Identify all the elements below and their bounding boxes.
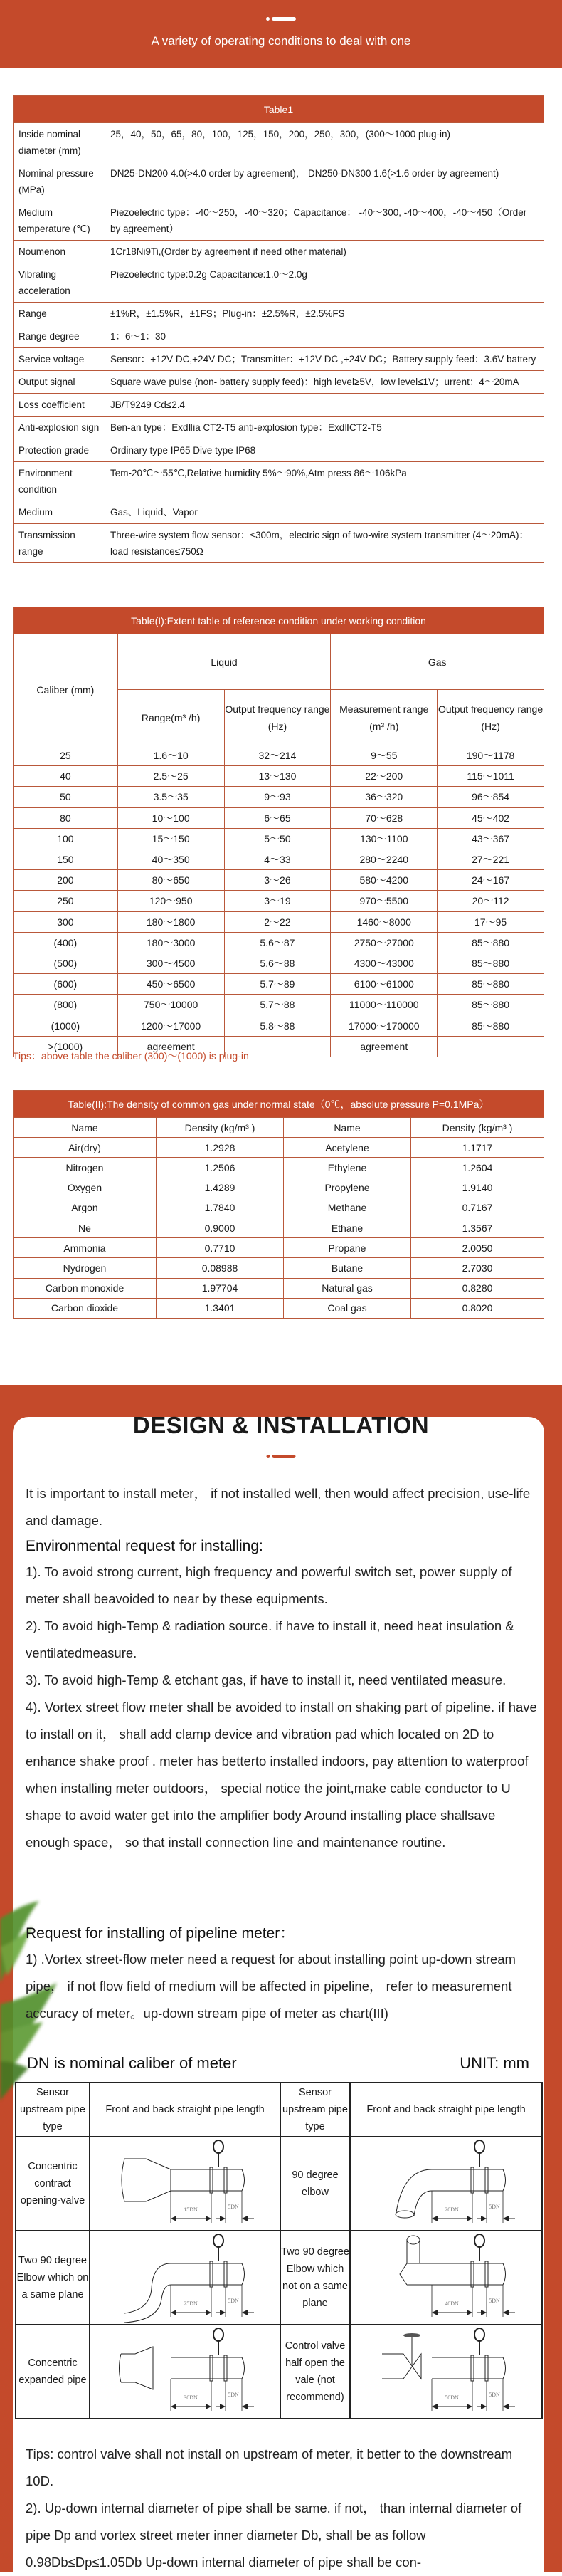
table-cell: agreement (331, 1036, 438, 1057)
table-cell: Oxygen (14, 1178, 157, 1198)
table-cell: 32～214 (224, 745, 331, 766)
table-row (14, 911, 544, 932)
table-cell: 280～2240 (331, 849, 438, 869)
table-cell: 5.6～87 (224, 932, 331, 953)
table-cell: 150 (14, 849, 118, 869)
table-cell: 120～950 (117, 891, 224, 911)
svg-text:5DN: 5DN (489, 2392, 500, 2398)
table-cell: 40～350 (117, 849, 224, 869)
table-cell: 15～150 (117, 828, 224, 849)
table-cell: Propane (284, 1238, 411, 1258)
table-cell: 10～100 (117, 807, 224, 828)
table-cell: 1.4289 (157, 1178, 284, 1198)
table-row (14, 1278, 544, 1298)
spec-label: Transmission range (14, 524, 105, 563)
table-cell: Nitrogen (14, 1158, 157, 1178)
table-row (14, 417, 544, 439)
table-cell: 970～5500 (331, 891, 438, 911)
table-cell (438, 1036, 544, 1057)
pipe-heading: Request for installing of pipeline meter： (26, 1925, 295, 1942)
col-header-caliber: Caliber (mm) (14, 634, 118, 745)
table-cell: 5.7～89 (224, 974, 331, 995)
table-cell: 0.08988 (157, 1258, 284, 1278)
table-cell: 1200～17000 (117, 1015, 224, 1036)
table-cell: 43～367 (438, 828, 544, 849)
table-cell: 1.3401 (157, 1298, 284, 1318)
table-row (14, 953, 544, 973)
table-cell: 27～221 (438, 849, 544, 869)
spec-label: Nominal pressure (MPa) (14, 162, 105, 201)
table-cell: Nydrogen (14, 1258, 157, 1278)
table-cell: Ne (14, 1218, 157, 1237)
table-row (14, 1298, 544, 1318)
svg-text:5DN: 5DN (228, 2392, 239, 2398)
table-caption: Table1 (14, 96, 544, 123)
table-cell: 11000～110000 (331, 995, 438, 1015)
table-cell: Carbon monoxide (14, 1278, 157, 1298)
pipeline-section (26, 1922, 538, 2027)
spec-label: Noumenon (14, 241, 105, 263)
table-cell: 20～112 (438, 891, 544, 911)
table-cell: 1460～8000 (331, 911, 438, 932)
table-row (14, 766, 544, 787)
table-cell: 2.7030 (411, 1258, 544, 1278)
pipe-type-label: Control valve half open the vale (not recommend) (280, 2325, 350, 2419)
table-row (14, 787, 544, 807)
table-caption: Table(I):Extent table of reference condition under working condition (14, 607, 544, 634)
table-cell: 5.7～88 (224, 995, 331, 1015)
table-row (14, 1198, 544, 1218)
table-row (14, 325, 544, 348)
pipe-diagram-icon (364, 2231, 528, 2324)
diameter-item: 2). Up-down internal diameter of pipe shall be same. if not， than internal diameter of pipe Dp and vortex street meter inner diameter Db, shall be as follow 0.98Db≤Dp≤1.05Db Up-down internal diameter of pipe shall be con- (26, 2501, 522, 2570)
env-item: 2). To avoid high-Temp & radiation source. if have to install it, need heat insulation & ventilatedmeasure. (26, 1618, 514, 1660)
table-cell: 190～1178 (438, 745, 544, 766)
svg-text:50DN: 50DN (445, 2394, 459, 2401)
env-heading: Environmental request for installing: (26, 1538, 263, 1554)
table-cell: 85～880 (438, 932, 544, 953)
pipe-diagram-cell (90, 2325, 280, 2419)
table-row (14, 807, 544, 828)
pipe-item: 1) .Vortex street-flow meter need a request for about installing point up-down stream pipe， if not flow field of medium will be affected in pipeline， refer to measurement accuracy of meter。up-down stream pipe of meter as chart(III) (26, 1952, 516, 2021)
svg-text:40DN: 40DN (445, 2300, 459, 2307)
table-cell: 250 (14, 891, 118, 911)
table-row (16, 2137, 542, 2231)
table-cell: 36～320 (331, 787, 438, 807)
spec-label: Environment condition (14, 462, 105, 501)
env-item: 3). To avoid high-Temp & etchant gas, if have to install it, need ventilated measure. (26, 1672, 507, 1687)
intro-paragraph: It is important to install meter， if not installed well, then would affect precision, use-life and damage. (26, 1486, 531, 1528)
hero-title: A variety of operating conditions to deal with one (151, 34, 411, 48)
spec-value: Square wave pulse (non- battery supply feed)：high level≥5V，low level≤1V；urrent：4～20mA (105, 371, 544, 394)
environment-section (26, 1480, 538, 1856)
table-cell: Ammonia (14, 1238, 157, 1258)
spec-label: Protection grade (14, 439, 105, 462)
table-row (14, 123, 544, 162)
table-cell: (600) (14, 974, 118, 995)
table-cell: 9～55 (331, 745, 438, 766)
table-cell: Ethylene (284, 1158, 411, 1178)
table-row (14, 162, 544, 201)
spec-value: Tem-20℃～55℃,Relative humidity 5%～90%,Atm press 86～106kPa (105, 462, 544, 501)
table-cell: 1.7840 (157, 1198, 284, 1218)
table-cell: Carbon dioxide (14, 1298, 157, 1318)
col-header: Sensor upstream pipe type (280, 2083, 350, 2137)
table-row (14, 263, 544, 303)
pipe-diagram-cell (350, 2231, 542, 2325)
table-row (14, 1258, 544, 1278)
design-title: DESIGN & INSTALLATION (132, 1412, 430, 1438)
col-header-liquid: Liquid (117, 634, 331, 690)
col-header: Density (kg/m³ ) (411, 1118, 544, 1138)
table-caption: Table(II):The density of common gas under normal state（0℃，absolute pressure P=0.1MPa） (14, 1091, 544, 1118)
table-cell: 80～650 (117, 870, 224, 891)
table-row (14, 1218, 544, 1237)
table-cell: 4～33 (224, 849, 331, 869)
table-cell: 130～1100 (331, 828, 438, 849)
spec-label: Service voltage (14, 348, 105, 371)
table-cell: Coal gas (284, 1298, 411, 1318)
table-row (14, 303, 544, 325)
table-cell: 85～880 (438, 974, 544, 995)
table-row (14, 974, 544, 995)
col-header: Density (kg/m³ ) (157, 1118, 284, 1138)
spec-value: 1Cr18Ni9Ti,(Order by agreement if need other material) (105, 241, 544, 263)
spec-value: Gas、Liquid、Vapor (105, 501, 544, 524)
pipe-type-label: Concentric contract opening-valve (16, 2137, 90, 2231)
table-cell: 750～10000 (117, 995, 224, 1015)
table-cell: Air(dry) (14, 1138, 157, 1158)
plug-in-tip: Tips：above table the caliber (300)～(1000) is plug-in (13, 1050, 249, 1062)
table-cell: 3.5～35 (117, 787, 224, 807)
spec-value: Sensor：+12V DC,+24V DC；Transmitter：+12V DC ,+24V DC；Battery supply feed：3.6V battery (105, 348, 544, 371)
col-header: Name (284, 1118, 411, 1138)
spec-label: Range (14, 303, 105, 325)
pipe-diagram-cell (350, 2137, 542, 2231)
table-cell: 6100～61000 (331, 974, 438, 995)
decorative-divider-icon (266, 17, 296, 21)
svg-text:5DN: 5DN (489, 2204, 500, 2210)
table-cell: 100 (14, 828, 118, 849)
table-row (14, 394, 544, 417)
table-row (14, 1015, 544, 1036)
spec-value: ±1%R，±1.5%R，±1FS；Plug-in：±2.5%R，±2.5%FS (105, 303, 544, 325)
tips-section (26, 2441, 538, 2576)
table-cell: Propylene (284, 1178, 411, 1198)
table-cell: 0.7710 (157, 1238, 284, 1258)
spec-label: Output signal (14, 371, 105, 394)
spec-value: Ben-an type：ExdⅡia CT2-T5 anti-explosion type：ExdⅡCT2-T5 (105, 417, 544, 439)
col-header: Name (14, 1118, 157, 1138)
spec-label: Vibrating acceleration (14, 263, 105, 303)
table-cell: 17000～170000 (331, 1015, 438, 1036)
pipe-diagram-icon (364, 2137, 528, 2230)
table-cell: 1.6～10 (117, 745, 224, 766)
table-row (14, 1238, 544, 1258)
table-cell: 9～93 (224, 787, 331, 807)
pipe-diagram-cell (350, 2325, 542, 2419)
table-row (14, 439, 544, 462)
table-cell: 22～200 (331, 766, 438, 787)
table-cell: 1.3567 (411, 1218, 544, 1237)
table-row (14, 828, 544, 849)
col-header-gas: Gas (331, 634, 544, 690)
table-row (14, 870, 544, 891)
hero-banner (0, 0, 562, 68)
table-row (14, 995, 544, 1015)
table-cell: 4300～43000 (331, 953, 438, 973)
table-cell: Argon (14, 1198, 157, 1218)
table-cell: 3～19 (224, 891, 331, 911)
pipe-type-label: Two 90 degree Elbow which not on a same plane (280, 2231, 350, 2325)
spec-value: JB/T9249 Cd≤2.4 (105, 394, 544, 417)
pipe-diagram-icon (364, 2325, 528, 2418)
range-table (13, 607, 544, 1057)
table-row (14, 932, 544, 953)
env-item: 1). To avoid strong current, high frequency and powerful switch set, power supply of meter shall beavoided to near by these equipments. (26, 1564, 512, 1606)
env-item: 4). Vortex street flow meter shall be avoided to install on shaking part of pipeline. if have to install on it， shall add clamp device and vibration pad which located on 2D to enhance shake proof . meter has betterto installed indoors, pay attention to waterproof when installing meter outdoors， special notice the joint,make cable conductor to U shape to avoid water get into the amplifier body Around installing place shallsave enough space， so that install connection line and maintenance routine. (26, 1700, 537, 1850)
table-cell: 0.8020 (411, 1298, 544, 1318)
table-cell: agreement (117, 1036, 224, 1057)
table-row (14, 371, 544, 394)
table-cell: 180～3000 (117, 932, 224, 953)
density-table (13, 1090, 544, 1319)
table-row (16, 2231, 542, 2325)
pipe-diagram-icon (103, 2231, 267, 2324)
table-row (14, 524, 544, 563)
table-cell: 85～880 (438, 953, 544, 973)
col-header: Sensor upstream pipe type (16, 2083, 90, 2137)
table-cell: 1.2928 (157, 1138, 284, 1158)
table-cell: 5.6～88 (224, 953, 331, 973)
table-cell: 5.8～88 (224, 1015, 331, 1036)
table-cell: 13～130 (224, 766, 331, 787)
svg-text:5DN: 5DN (228, 2298, 239, 2304)
svg-text:15DN: 15DN (184, 2206, 198, 2213)
table-cell: 450～6500 (117, 974, 224, 995)
pipe-type-label: 90 degree elbow (280, 2137, 350, 2231)
table-row (14, 462, 544, 501)
svg-text:20DN: 20DN (445, 2206, 459, 2213)
spec-value: Piezoelectric type：-40～250，-40～320；Capacitance： -40～300, -40～400，-40～450（Order by agreement） (105, 201, 544, 241)
table-cell: Natural gas (284, 1278, 411, 1298)
table-cell: 50 (14, 787, 118, 807)
svg-text:5DN: 5DN (489, 2298, 500, 2304)
table-row (14, 745, 544, 766)
spec-value: DN25-DN200 4.0(>4.0 order by agreement)， DN250-DN300 1.6(>1.6 order by agreement) (105, 162, 544, 201)
table-cell: 1.9140 (411, 1178, 544, 1198)
table-cell: 200 (14, 870, 118, 891)
pipe-length-table (15, 2082, 543, 2419)
pipe-type-label: Two 90 degree Elbow which on a same plane (16, 2231, 90, 2325)
table-row (14, 501, 544, 524)
table-cell: (500) (14, 953, 118, 973)
col-header-liquid-range: Range(m³ /h) (117, 690, 224, 745)
col-header-gas-freq: Output frequency range (Hz) (438, 690, 544, 745)
table-cell: 24～167 (438, 870, 544, 891)
spec-label: Loss coefficient (14, 394, 105, 417)
table-row (14, 849, 544, 869)
table-cell: 80 (14, 807, 118, 828)
dn-label: DN is nominal caliber of meter (27, 2054, 237, 2072)
table-row (16, 2325, 542, 2419)
table-cell: 300 (14, 911, 118, 932)
table-cell: 5～50 (224, 828, 331, 849)
table-cell: 1.2604 (411, 1158, 544, 1178)
table-cell: 300～4500 (117, 953, 224, 973)
table-cell: 0.9000 (157, 1218, 284, 1237)
unit-label: UNIT: mm (460, 2054, 529, 2072)
spec-value: Three-wire system flow sensor：≤300m，electric sign of two-wire system transmitter (4～20mA)：load resistance≤750Ω (105, 524, 544, 563)
table-cell: 0.8280 (411, 1278, 544, 1298)
table-cell: 580～4200 (331, 870, 438, 891)
table-cell: 96～854 (438, 787, 544, 807)
table-cell: 115～1011 (438, 766, 544, 787)
table-cell: 2.5～25 (117, 766, 224, 787)
decorative-divider-icon (267, 1455, 296, 1458)
pipe-diagram-cell (90, 2137, 280, 2231)
col-header-gas-range: Measurement range (m³ /h) (331, 690, 438, 745)
table-cell: (1000) (14, 1015, 118, 1036)
pipe-diagram-cell (90, 2231, 280, 2325)
table-cell: (400) (14, 932, 118, 953)
table-cell: 25 (14, 745, 118, 766)
pipe-type-label: Concentric expanded pipe (16, 2325, 90, 2419)
table-cell: 2750～27000 (331, 932, 438, 953)
table-row (14, 1178, 544, 1198)
table-row (14, 348, 544, 371)
table-cell: 180～1800 (117, 911, 224, 932)
table-cell: 2.0050 (411, 1238, 544, 1258)
table-cell: 1.97704 (157, 1278, 284, 1298)
spec-table (13, 95, 544, 563)
table-cell: >(1000) (14, 1036, 118, 1057)
table-row (14, 201, 544, 241)
table-cell: 1.2506 (157, 1158, 284, 1178)
table-cell: 40 (14, 766, 118, 787)
spec-label: Range degree (14, 325, 105, 348)
svg-text:25DN: 25DN (184, 2300, 198, 2307)
table-cell: 1.1717 (411, 1138, 544, 1158)
table-cell: 3～26 (224, 870, 331, 891)
table-cell: 85～880 (438, 995, 544, 1015)
spec-label: Medium (14, 501, 105, 524)
col-header-liquid-freq: Output frequency range (Hz) (224, 690, 331, 745)
spec-value: Ordinary type IP65 Dive type IP68 (105, 439, 544, 462)
table-cell: 70～628 (331, 807, 438, 828)
table-cell: Ethane (284, 1218, 411, 1237)
table-cell: 85～880 (438, 1015, 544, 1036)
valve-tip: Tips: control valve shall not install on upstream of meter, it better to the downstream 10D. (26, 2446, 513, 2488)
table-row (14, 1138, 544, 1158)
table-cell: 2～22 (224, 911, 331, 932)
col-header: Front and back straight pipe length (350, 2083, 542, 2137)
spec-label: Anti-explosion sign (14, 417, 105, 439)
dn-legend (27, 2054, 529, 2073)
table-cell: Butane (284, 1258, 411, 1278)
spec-value: 25，40，50，65，80，100，125，150，200，250，300，(300～1000 plug-in) (105, 123, 544, 162)
svg-text:30DN: 30DN (184, 2394, 198, 2401)
spec-label: Inside nominal diameter (mm) (14, 123, 105, 162)
spec-label: Medium temperature (℃) (14, 201, 105, 241)
table-row (14, 241, 544, 263)
table-cell: Acetylene (284, 1138, 411, 1158)
spec-value: 1：6～1：30 (105, 325, 544, 348)
table-cell: 6～65 (224, 807, 331, 828)
table-cell: (800) (14, 995, 118, 1015)
pipe-diagram-icon (103, 2325, 267, 2418)
spec-value: Piezoelectric type:0.2g Capacitance:1.0～2.0g (105, 263, 544, 303)
pipe-diagram-icon (103, 2137, 267, 2230)
table-cell: Methane (284, 1198, 411, 1218)
table-cell: 17～95 (438, 911, 544, 932)
table-cell: 45～402 (438, 807, 544, 828)
col-header: Front and back straight pipe length (90, 2083, 280, 2137)
table-row (14, 1158, 544, 1178)
table-row (14, 891, 544, 911)
svg-text:5DN: 5DN (228, 2204, 239, 2210)
table-cell: 0.7167 (411, 1198, 544, 1218)
